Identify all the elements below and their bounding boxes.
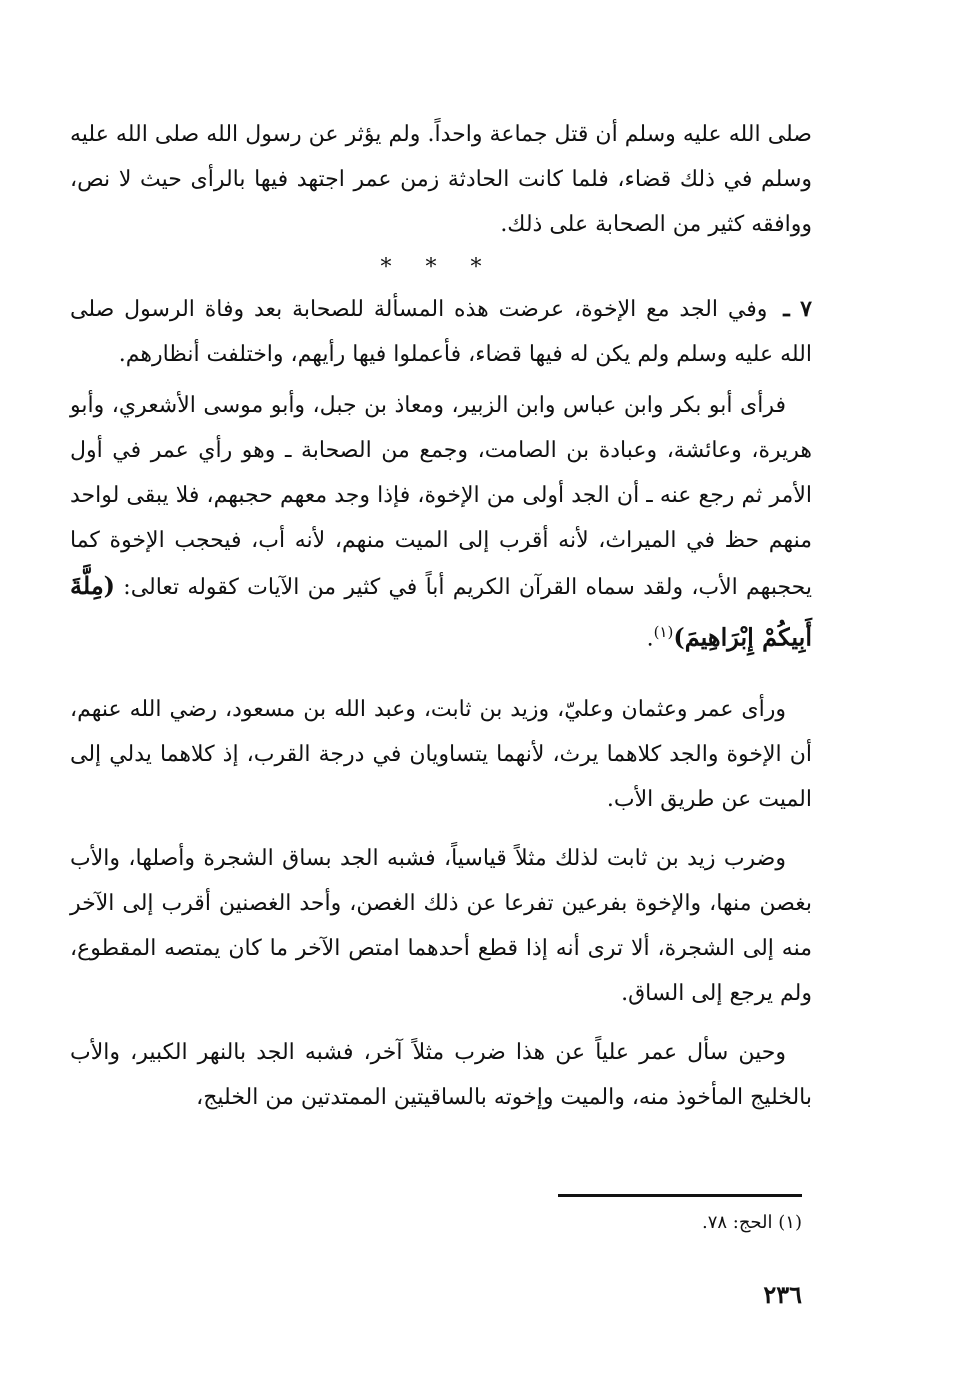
- section-7-text: وفي الجد مع الإخوة، عرضت هذه المسألة للصحابة بعد وفاة الرسول صلى الله عليه وسلم ولم يكن له فيها قضاء، فأعملوا فيها رأيهم، واختلفت أنظارهم.: [70, 297, 812, 367]
- paragraph-section-7: [70, 287, 812, 377]
- separator-star: *: [380, 254, 392, 280]
- paragraph-zaid-analogy: وضرب زيد بن ثابت لذلك مثلاً قياسياً، فشبه الجد بساق الشجرة وأصلها، والأب بغصن منها، والإخوة بفرعين تفرعا عن ذلك الغصن، وأحد الغصنين أقرب إلى الآخر منه إلى الشجرة، ألا ترى أنه إذا قطع أحدهما امتص الآخر ما كان يمتصه المقطوع، ولم يرجع إلى الساق.: [70, 846, 812, 1007]
- footnote-reference[interactable]: (١): [653, 623, 674, 641]
- paragraph-second-opinion: ورأى عمر وعثمان وعليّ، وزيد بن ثابت، وعبد الله بن مسعود، رضي الله عنهم، أن الإخوة والجد كلاهما يرث، لأنهما يتساويان في درجة القرب، إذ كلاهما يدلي إلى الميت عن طريق الأب.: [70, 697, 812, 813]
- sentence-end: .: [646, 626, 654, 652]
- footnote: (١) الحج: ٧٨.: [701, 1212, 802, 1233]
- paragraph-ali-analogy: وحين سأل عمر علياً عن هذا ضرب مثلاً آخر، فشبه الجد بالنهر الكبير، والأب بالخليج المأخوذ منه، والميت وإخوته بالساقيتين الممتدتين من الخليج،: [70, 1040, 812, 1111]
- section-separator: [70, 247, 792, 287]
- page-body: [70, 112, 812, 1309]
- paragraph-first-opinion: [70, 383, 812, 661]
- paragraph-continuation: صلى الله عليه وسلم أن قتل جماعة واحداً. ولم يؤثر عن رسول الله صلى الله عليه وسلم في ذلك قضاء، فلما كانت الحادثة زمن عمر اجتهد فيها بالرأى حيث لا نص، ووافقه كثير من الصحابة على ذلك.: [70, 122, 812, 237]
- separator-star: *: [470, 254, 482, 280]
- page-number: ٢٣٦: [763, 1280, 802, 1309]
- separator-star: *: [425, 254, 437, 280]
- section-number: ٧ ـ: [783, 296, 812, 322]
- footnote-divider: [558, 1194, 802, 1197]
- quran-verse: (مِلَّةَ أَبِيكُمْ إِبْرَاهِيمَ): [70, 571, 812, 652]
- first-opinion-text: فرأى أبو بكر وابن عباس وابن الزبير، ومعاذ بن جبل، وأبو موسى الأشعري، وأبو هريرة، وعائشة، وعبادة بن الصامت، وجمع من الصحابة ـ وهو رأي عمر في أول الأمر ثم رجع عنه ـ أن الجد أولى من الإخوة، فإذا وجد معهم حجبهم، فلا يبقى لواحد منهم حظ في الميراث، لأنه أقرب إلى الميت منهم، لأنه أب، فيحجب الإخوة كما يحجبهم الأب، ولقد سماه القرآن الكريم أباً في كثير من الآيات كقوله تعالى:: [70, 393, 812, 600]
